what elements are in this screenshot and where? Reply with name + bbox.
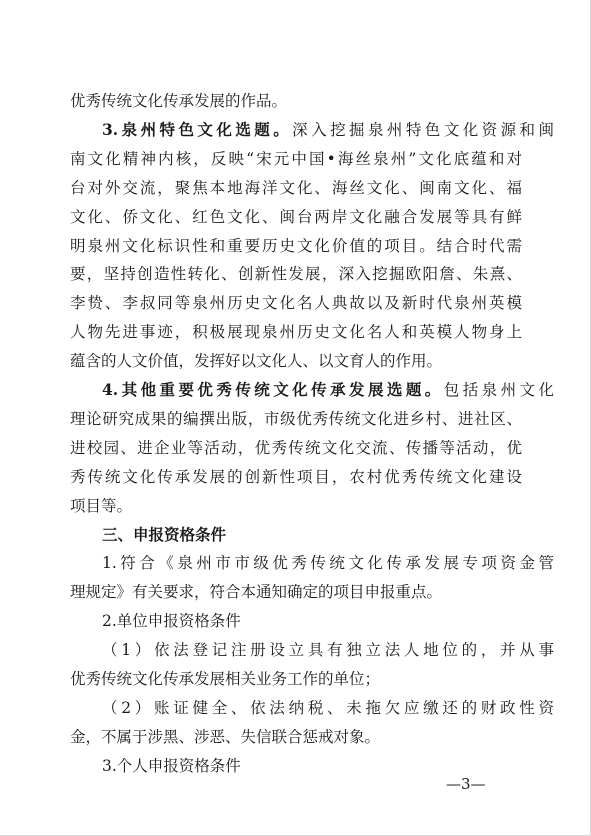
section-3-heading: 3.泉州特色文化选题。 [102, 119, 293, 139]
body-line: （2）账证健全、依法纳税、未拖欠应缴还的财政性资 [102, 698, 554, 717]
body-line: 明泉州文化标识性和重要历史文化价值的项目。结合时代需 [70, 236, 522, 255]
body-line: 1.符合《泉州市市级优秀传统文化传承发展专项资金管 [102, 554, 554, 573]
body-line: 李贽、李叔同等泉州历史文化名人典故以及新时代泉州英模 [70, 294, 522, 313]
body-line: 人物先进事迹，积极展现泉州历史文化名人和英模人物身上 [70, 323, 522, 342]
page-number: —3— [446, 775, 486, 793]
body-line: 南文化精神内核，反映“宋元中国•海丝泉州”文化底蕴和对 [70, 149, 522, 168]
body-line: 进校园、进企业等活动，优秀传统文化交流、传播等活动，优 [70, 438, 522, 457]
section-4-heading-line: 4.其他重要优秀传统文化传承发展选题。包括泉州文化 [102, 380, 554, 399]
body-line: 项目等。 [70, 496, 133, 515]
body-line: 理规定》有关要求，符合本通知确定的项目申报重点。 [70, 583, 443, 602]
body-line: （1）依法登记注册设立具有独立法人地位的，并从事 [102, 641, 554, 660]
body-line: 理论研究成果的编撰出版，市级优秀传统文化进乡村、进社区、 [70, 409, 522, 428]
section-heading-qualifications: 三、申报资格条件 [102, 525, 227, 544]
section-3-heading-line: 3.泉州特色文化选题。深入挖掘泉州特色文化资源和闽 [102, 119, 554, 139]
body-line: 优秀传统文化传承发展的作品。 [70, 92, 288, 110]
body-line: 蕴含的人文价值，发挥好以文化人、以文育人的作用。 [70, 352, 443, 371]
body-line: 金，不属于涉黑、涉恶、失信联合惩戒对象。 [70, 727, 381, 746]
body-line: 台对外交流，聚焦本地海洋文化、海丝文化、闽南文化、福 [70, 178, 522, 197]
body-line: 秀传统文化传承发展的创新性项目，农村优秀传统文化建设 [70, 467, 522, 486]
body-line: 文化、侨文化、红色文化、闽台两岸文化融合发展等具有鲜 [70, 207, 522, 226]
subheading-unit-conditions: 2.单位申报资格条件 [102, 612, 241, 631]
body-line: 要，坚持创造性转化、创新性发展，深入挖掘欧阳詹、朱熹、 [70, 265, 522, 284]
subheading-individual-conditions: 3.个人申报资格条件 [102, 756, 241, 775]
section-4-heading: 4.其他重要优秀传统文化传承发展选题。 [102, 380, 444, 399]
body-line: 优秀传统文化传承发展相关业务工作的单位； [70, 670, 381, 688]
